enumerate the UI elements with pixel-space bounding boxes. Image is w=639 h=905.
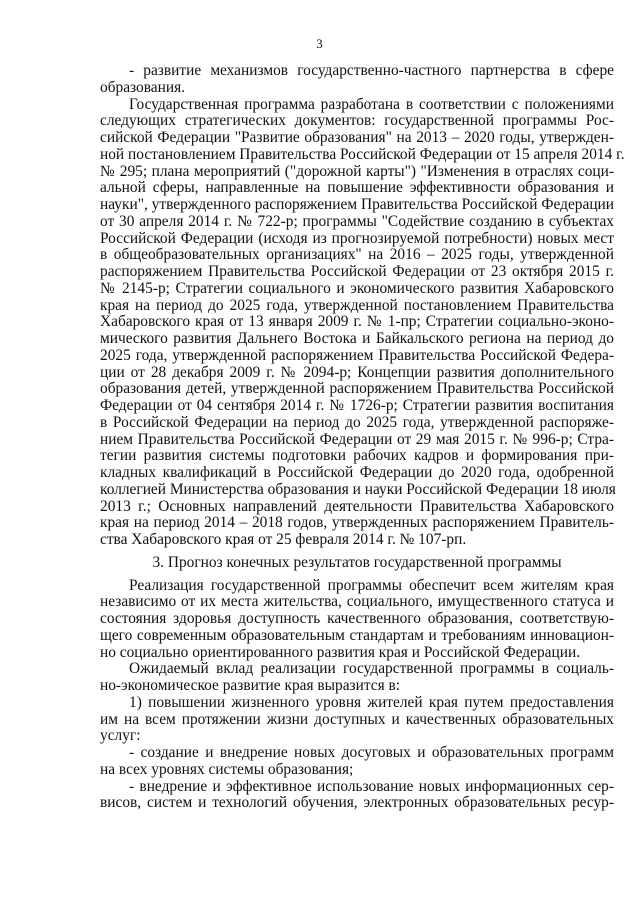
text-line: в общеобразовательных организациях" на 2016 – 2025 годы, утвержденной	[100, 246, 614, 264]
text-line: висов, систем и технологий обучения, электронных образовательных ресур-	[100, 794, 614, 812]
text-line: края на период 2014 – 2018 годов, утвержденных распоряжением Правитель-	[100, 514, 614, 532]
text-line: Хабаровского края от 13 января 2009 г. № 1-пр; Стратегии социально-эконо-	[100, 313, 614, 331]
text-line: мического развития Дальнего Востока и Байкальского региона на период до	[100, 330, 614, 347]
text-line: услуг:	[100, 727, 141, 745]
text-line: сийской Федерации "Развитие образования" на 2013 – 2020 годы, утвержден-	[100, 129, 614, 146]
text-line: Федерации от 04 сентября 2014 г. № 1726-р; Стратегии развития воспитания	[100, 397, 614, 414]
text-line: но социально ориентированного развития края и Российской Федерации.	[100, 643, 581, 661]
text-line: от 30 апреля 2014 г. № 722-р; программы "Содействие созданию в субъектах	[100, 212, 614, 230]
text-line: нием Правительства Российской Федерации от 29 мая 2015 г. № 996-р; Стра-	[100, 430, 614, 448]
text-line: - создание и внедрение новых досуговых и образовательных программ	[129, 744, 614, 761]
text-line: распоряжением Правительства Российской Федерации от 23 октября 2015 г.	[100, 263, 614, 280]
text-line: независимо от их места жительства, социального, имущественного статуса и	[100, 593, 614, 611]
text-line: 1) повышении жизненного уровня жителей края путем предоставления	[129, 693, 614, 711]
text-line: образования детей, утвержденной распоряжением Правительства Российской	[100, 380, 614, 398]
text-line: щего современным образовательным стандартам и требованиям инновацион-	[100, 626, 614, 644]
text-line: альной сферы, направленные на повышение эффективности образования и	[100, 179, 614, 197]
text-line: но-экономическое развитие края выразится в:	[100, 677, 401, 694]
text-line: края на период до 2025 года, утвержденной постановлением Правительства	[100, 296, 614, 314]
document-body	[100, 62, 625, 812]
text-line: кладных квалификаций в Российской Федерации до 2020 года, одобренной	[100, 464, 614, 481]
section-heading: 3. Прогноз конечных результатов государственной программы	[152, 553, 562, 571]
text-line: - внедрение и эффективное использование новых информационных сер-	[129, 777, 614, 795]
text-line: - развитие механизмов государственно-частного партнерства в сфере	[129, 62, 614, 79]
text-line: Ожидаемый вклад реализации государственной программы в социаль-	[129, 660, 614, 678]
text-line: Государственная программа разработана в соответствии с положениями	[129, 95, 614, 113]
text-line: на всех уровнях системы образования;	[100, 760, 354, 778]
text-line: Реализация государственной программы обеспечит всем жителям края	[129, 576, 614, 594]
text-line: ной постановлением Правительства Российской Федерации от 15 апреля 2014 г.	[100, 145, 625, 163]
text-line: им на всем протяжении жизни доступных и качественных образовательных	[100, 710, 614, 728]
text-line: № 2145-р; Стратегии социального и экономического развития Хабаровского	[100, 279, 614, 297]
text-line: науки", утвержденного распоряжением Правительства Российской Федерации	[100, 196, 615, 213]
text-line: в Российской Федерации на период до 2025 года, утвержденной распоряже-	[100, 413, 614, 431]
text-line: тегии развития системы подготовки рабочих кадров и формирования при-	[100, 447, 614, 465]
text-line: состояния здоровья доступность качественного образования, соответствую-	[100, 610, 614, 627]
text-line: Российской Федерации (исходя из прогнозируемой потребности) новых мест	[100, 229, 614, 247]
text-line: ства Хабаровского края от 25 февраля 2014 г. № 107-рп.	[100, 531, 467, 548]
text-line: 2025 года, утвержденной распоряжением Правительства Российской Федера-	[100, 346, 614, 364]
text-line: ции от 28 декабря 2009 г. № 2094-р; Концепции развития дополнительного	[100, 363, 614, 381]
text-line: образования.	[100, 78, 186, 96]
page-number: 3	[316, 36, 323, 51]
text-line: коллегией Министерства образования и науки Российской Федерации 18 июля	[100, 480, 616, 498]
text-line: 2013 г.; Основных направлений деятельности Правительства Хабаровского	[100, 497, 614, 515]
text-line: следующих стратегических документов: государственной программы Рос-	[100, 112, 614, 130]
text-line: № 295; плана мероприятий ("дорожной карты") "Изменения в отраслях соци-	[100, 162, 614, 180]
